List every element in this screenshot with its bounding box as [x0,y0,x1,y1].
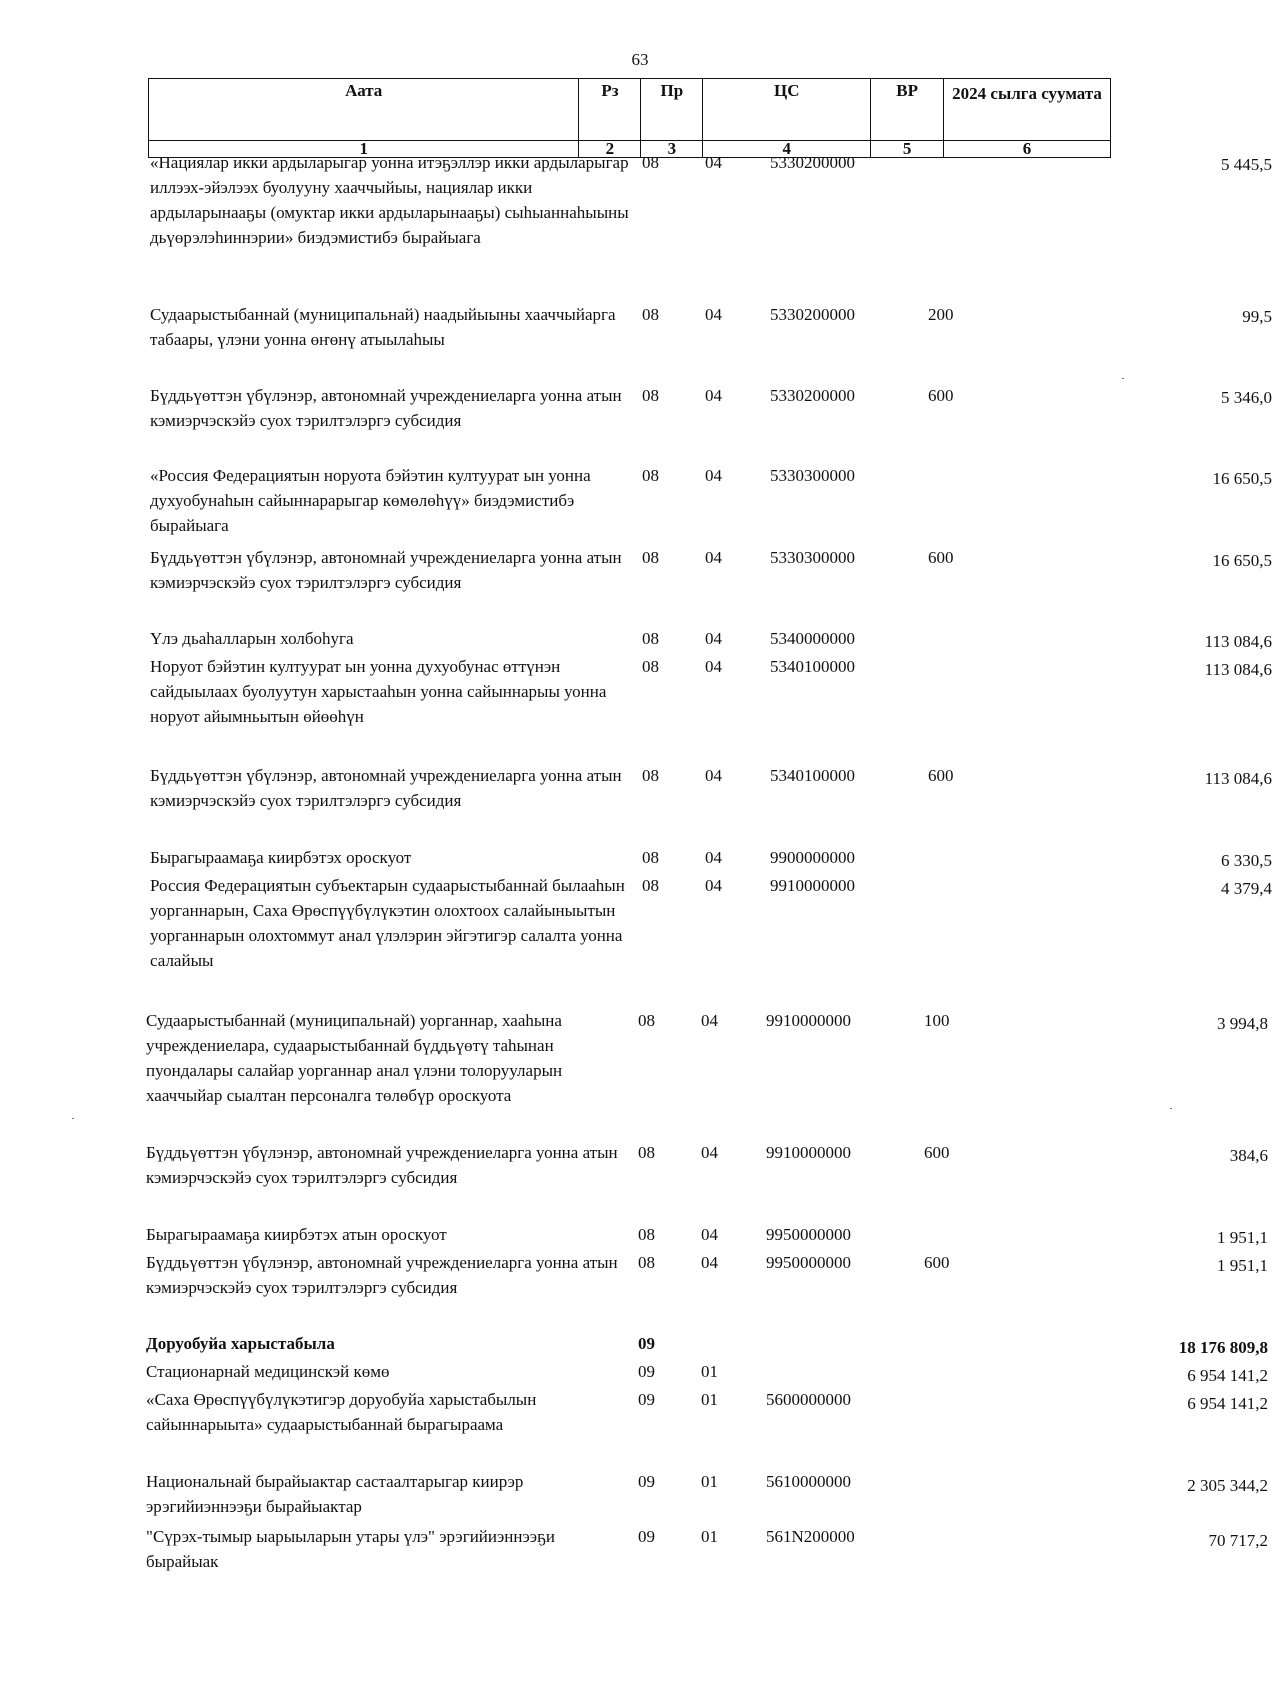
col-header-rz: Рз [579,79,641,141]
row-name: Бүддьүөттэн үбүлэнэр, автономнай учреждениеларга уонна атын кэмиэрчэскэйэ суох тэрилтэлэргэ субсидия [150,386,622,430]
row-pr: 04 [701,1011,718,1030]
section-amount: 18 176 809,8 [1178,1338,1268,1357]
row-pr: 01 [701,1472,718,1491]
row-cs: 5610000000 [766,1472,851,1491]
row-vr: 600 [928,548,954,567]
row-pr: 04 [705,153,722,172]
row-pr: 04 [701,1143,718,1162]
row-name: Бырагыраамаҕа киирбэтэх ороскуот [150,848,412,867]
col-number-6: 6 [944,141,1111,158]
row-pr: 01 [701,1527,718,1546]
row-cs: 9910000000 [770,876,855,895]
row-amount: 16 650,5 [1212,551,1272,570]
row-name: Бүддьүөттэн үбүлэнэр, автономнай учреждениеларга уонна атын кэмиэрчэскэйэ суох тэрилтэлэргэ субсидия [146,1143,618,1187]
row-name: Бүддьүөттэн үбүлэнэр, автономнай учреждениеларга уонна атын кэмиэрчэскэйэ суох тэрилтэлэргэ субсидия [146,1253,618,1297]
row-vr: 600 [924,1253,950,1272]
row-cs: 5600000000 [766,1390,851,1409]
row-name: Судаарыстыбаннай (муниципальнай) уорганнар, хааһына учреждениелара, судаарыстыбаннай бүддьүөтү таһынан пуондалары салайар уорганнар анал үлэни толорууларын хааччыйар сыалтан персоналга төлөбүр ороскуота [146,1011,563,1105]
col-number-4: 4 [703,141,871,158]
row-cs: 5340000000 [770,629,855,648]
row-name: Судаарыстыбаннай (муниципальнай) наадыйыыны хааччыйарга табаары, үлэни уонна өҥөнү атыылаһыы [150,305,616,349]
row-vr: 100 [924,1011,950,1030]
row-cs: 5330200000 [770,386,855,405]
row-cs: 5330300000 [770,548,855,567]
row-rz: 08 [642,848,659,867]
row-name: Бырагыраамаҕа киирбэтэх атын ороскуот [146,1225,447,1244]
row-rz: 08 [642,386,659,405]
row-amount: 2 305 344,2 [1187,1476,1268,1495]
row-pr: 04 [705,848,722,867]
row-rz: 08 [638,1143,655,1162]
row-rz: 09 [638,1472,655,1491]
row-amount: 3 994,8 [1217,1014,1268,1033]
row-amount: 6 954 141,2 [1187,1366,1268,1385]
row-name: Национальнай бырайыактар састаалтарыгар киирэр эрэгийиэннээҕи бырайыактар [146,1472,524,1516]
row-rz: 08 [642,153,659,172]
row-rz: 08 [638,1253,655,1272]
row-vr: 600 [928,766,954,785]
row-amount: 113 084,6 [1204,660,1272,679]
row-name: "Сүрэх-тымыр ыарыыларын утары үлэ" эрэгийиэннээҕи бырайыак [146,1527,555,1571]
row-amount: 16 650,5 [1212,469,1272,488]
row-pr: 04 [705,629,722,648]
row-amount: 113 084,6 [1204,632,1272,651]
row-amount: 5 346,0 [1221,388,1272,407]
row-rz: 08 [642,766,659,785]
section-name: Доруобуйа харыстабыла [146,1334,335,1353]
row-pr: 01 [701,1362,718,1381]
col-number-3: 3 [641,141,703,158]
row-rz: 08 [642,657,659,676]
row-name: Стационарнай медицинскэй көмө [146,1362,390,1381]
scan-speck [1122,378,1124,379]
row-pr: 04 [705,305,722,324]
row-rz: 08 [638,1011,655,1030]
row-rz: 08 [638,1225,655,1244]
row-pr: 01 [701,1390,718,1409]
row-name: «Саха Өрөспүүбүлүкэтигэр доруобуйа харыстабылын сайыннарыыта» судаарыстыбаннай бырагыраама [146,1390,537,1434]
row-name: «Россия Федерациятын норуота бэйэтин култуурат ын уонна духуобунаһын сайыннарарыгар көмөлөһүү» биэдэмистибэ бырайыага [150,466,591,535]
col-header-vr: ВР [871,79,944,141]
row-amount: 384,6 [1229,1146,1268,1165]
row-cs: 9900000000 [770,848,855,867]
row-amount: 6 954 141,2 [1187,1394,1268,1413]
row-amount: 1 951,1 [1217,1256,1268,1275]
row-name: «Нациялар икки ардыларыгар уонна итэҕэллэр икки ардыларыгар иллээх-эйэлээх буолууну хааччыйыы, нациялар икки ардыларынааҕы (омуктар икки ардыларынааҕы) сыһыаннаһыыны дьүөрэлэһиннэрии» биэдэмистибэ бырайыага [150,153,629,247]
row-vr: 600 [924,1143,950,1162]
row-pr: 04 [701,1225,718,1244]
row-amount: 4 379,4 [1221,879,1272,898]
row-amount: 99,5 [1242,307,1272,326]
row-pr: 04 [705,466,722,485]
row-rz: 08 [642,876,659,895]
col-number-2: 2 [579,141,641,158]
row-pr: 04 [705,548,722,567]
row-vr: 200 [928,305,954,324]
col-header-cs: ЦС [703,79,871,141]
scan-speck [72,1118,74,1119]
row-rz: 09 [638,1527,655,1546]
row-cs: 5330300000 [770,466,855,485]
row-rz: 08 [642,548,659,567]
row-amount: 5 445,5 [1221,155,1272,174]
row-vr: 600 [928,386,954,405]
row-cs: 5330200000 [770,153,855,172]
col-number-1: 1 [149,141,579,158]
row-cs: 9910000000 [766,1011,851,1030]
row-rz: 09 [638,1362,655,1381]
row-rz: 09 [638,1334,655,1353]
row-pr: 04 [701,1253,718,1272]
col-header-pr: Пр [641,79,703,141]
row-amount: 1 951,1 [1217,1228,1268,1247]
row-cs: 561N200000 [766,1527,855,1546]
row-amount: 6 330,5 [1221,851,1272,870]
row-amount: 70 717,2 [1208,1531,1268,1550]
row-amount: 113 084,6 [1204,769,1272,788]
scan-speck [1170,1108,1172,1109]
row-cs: 5340100000 [770,766,855,785]
row-rz: 08 [642,629,659,648]
col-number-5: 5 [871,141,944,158]
row-name: Бүддьүөттэн үбүлэнэр, автономнай учреждениеларга уонна атын кэмиэрчэскэйэ суох тэрилтэлэргэ субсидия [150,548,622,592]
row-name: Үлэ дьаһалларын холбоһуга [150,629,354,648]
page-number: 63 [631,50,649,69]
row-cs: 5330200000 [770,305,855,324]
row-cs: 9910000000 [766,1143,851,1162]
row-name: Бүддьүөттэн үбүлэнэр, автономнай учреждениеларга уонна атын кэмиэрчэскэйэ суох тэрилтэлэргэ субсидия [150,766,622,810]
row-name: Норуот бэйэтин култуурат ын уонна духуобунас өттүнэн сайдыылаах буолуутун харыстааһын уонна сайыннарыы уонна норуот айымньытын өйөөһүн [150,657,607,726]
row-rz: 09 [638,1390,655,1409]
row-cs: 5340100000 [770,657,855,676]
row-pr: 04 [705,766,722,785]
col-header-amount: 2024 сылга суумата [944,79,1111,141]
row-rz: 08 [642,305,659,324]
row-cs: 9950000000 [766,1253,851,1272]
col-header-name: Аата [149,79,579,141]
row-cs: 9950000000 [766,1225,851,1244]
row-pr: 04 [705,657,722,676]
row-pr: 04 [705,386,722,405]
row-name: Россия Федерациятын субъектарын судаарыстыбаннай былааһын уорганнарын, Саха Өрөспүүбүлүкэтин олохтоох салайыныытын уорганнарын олохтоммут анал үлэлэрин эйгэтигэр салалта уонна салайыы [150,876,625,970]
row-pr: 04 [705,876,722,895]
row-rz: 08 [642,466,659,485]
